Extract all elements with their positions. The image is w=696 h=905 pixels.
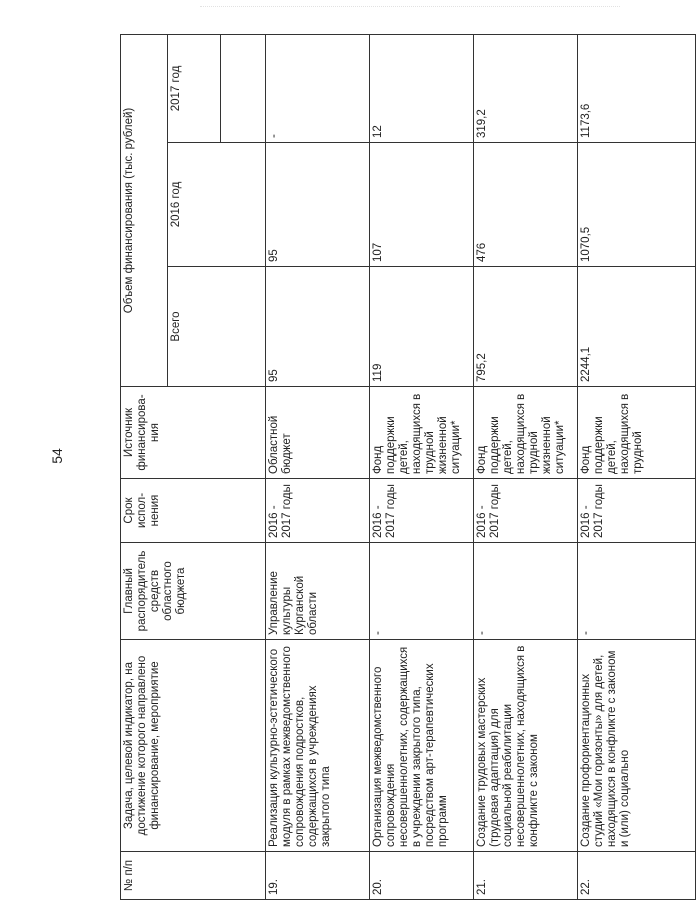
financing-table xyxy=(120,34,696,900)
cell-term: 2016 - 2017 годы xyxy=(474,479,578,543)
cell-task: Создание трудовых мастерских (трудовая адаптация) для социальной реабилитации несовершеннолетних, находящихся в конфликте с законом xyxy=(474,640,578,852)
cell-2016: 1070,5 xyxy=(578,143,696,267)
header-2017-spacer xyxy=(221,34,266,142)
cell-num: 21. xyxy=(474,852,578,900)
header-2017: 2017 год xyxy=(168,34,221,142)
header-volume: Объем финансирования (тыс. рублей) xyxy=(121,34,168,386)
rotated-page-area xyxy=(120,35,644,900)
cell-source: Областной бюджет xyxy=(266,387,370,479)
cell-2017: 1173,6 xyxy=(578,34,696,142)
cell-2017: 12 xyxy=(370,34,474,142)
cell-term: 2016 - 2017 годы xyxy=(370,479,474,543)
cell-task: Создание профориентационных студий «Мои горизонты» для детей, находящихся в конфликте с законом и (или) социально xyxy=(578,640,696,852)
cell-task: Реализация культурно-эстетического модуля в рамках межведомственного сопровождения подростков, содержащихся в учреждениях закрытого типа xyxy=(266,640,370,852)
header-total: Всего xyxy=(168,267,266,387)
table-row xyxy=(474,34,578,899)
header-manager: Главный распорядитель средств областного бюджета xyxy=(121,543,266,640)
table-row xyxy=(370,34,474,899)
cell-term: 2016 - 2017 годы xyxy=(266,479,370,543)
header-task: Задача, целевой индикатор, на достижение которого направлено финансирование, мероприятие xyxy=(121,640,266,852)
cell-task: Организация межведомственного сопровождения несовершеннолетних, содержащихся в учреждении закрытого типа, посредством арт-терапевтических программ xyxy=(370,640,474,852)
cell-num: 20. xyxy=(370,852,474,900)
rotated-table-container xyxy=(120,35,644,900)
table-row xyxy=(266,34,370,899)
header-source: Источник финансирова-ния xyxy=(121,387,266,479)
cell-manager: - xyxy=(474,543,578,640)
cell-source: Фонд поддержки детей, находящихся в трудной жизненной ситуации* xyxy=(474,387,578,479)
cell-total: 795,2 xyxy=(474,267,578,387)
header-term: Срок испол-нения xyxy=(121,479,266,543)
cell-term: 2016 - 2017 годы xyxy=(578,479,696,543)
cell-num: 22. xyxy=(578,852,696,900)
cell-2016: 95 xyxy=(266,143,370,267)
cell-total: 2244,1 xyxy=(578,267,696,387)
cell-manager: - xyxy=(578,543,696,640)
cell-source: Фонд поддержки детей, находящихся в трудной жизненной ситуации* xyxy=(370,387,474,479)
cell-manager: - xyxy=(370,543,474,640)
cell-2017: - xyxy=(266,34,370,142)
cell-total: 119 xyxy=(370,267,474,387)
cell-total: 95 xyxy=(266,267,370,387)
cell-2017: 319,2 xyxy=(474,34,578,142)
cell-source: Фонд поддержки детей, находящихся в трудной xyxy=(578,387,696,479)
cell-num: 19. xyxy=(266,852,370,900)
cell-2016: 476 xyxy=(474,143,578,267)
table-row xyxy=(578,34,696,899)
header-num: № п/п xyxy=(121,852,266,900)
scan-specks xyxy=(200,6,620,11)
cell-2016: 107 xyxy=(370,143,474,267)
page-number: 54 xyxy=(49,448,65,464)
cell-manager: Управление культуры Курганской области xyxy=(266,543,370,640)
header-2016: 2016 год xyxy=(168,143,266,267)
